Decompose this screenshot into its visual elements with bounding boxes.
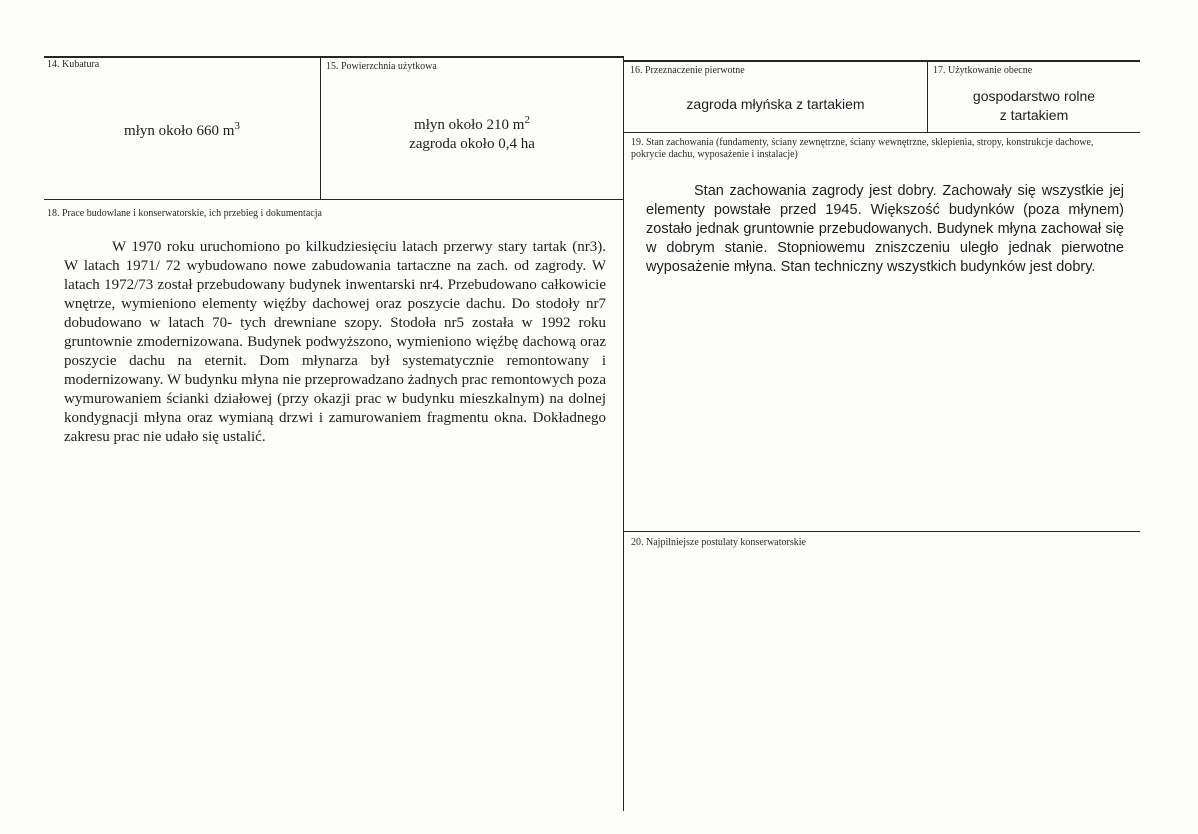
field-14-text: młyn około 660 m bbox=[124, 123, 235, 139]
field-15-line1: młyn około 210 m bbox=[414, 117, 525, 133]
field-16-value: zagroda młyńska z tartakiem bbox=[686, 96, 865, 112]
field-15-label: 15. Powierzchnia użytkowa bbox=[326, 61, 437, 72]
field-17-line2: z tartakiem bbox=[999, 107, 1069, 123]
field-14-value bbox=[44, 122, 320, 141]
field-14-label: 14. Kubatura bbox=[47, 59, 100, 70]
field-17-label: 17. Użytkowanie obecne bbox=[933, 65, 1033, 76]
field-15-line2: zagroda około 0,4 ha bbox=[409, 136, 535, 152]
field-14-sup: 3 bbox=[234, 120, 240, 132]
rule-under-16-17 bbox=[624, 132, 1140, 133]
field-18-label: 18. Prace budowlane i konserwatorskie, ich przebieg i dokumentacja bbox=[47, 208, 322, 219]
field-15-value bbox=[321, 116, 623, 154]
field-19-text bbox=[646, 182, 1124, 277]
field-15-sup: 2 bbox=[524, 114, 530, 126]
top-rule-left bbox=[44, 56, 624, 58]
field-20-label: 20. Najpilniejsze postulaty konserwatorskie bbox=[631, 537, 806, 548]
top-rule-right bbox=[624, 60, 1140, 62]
field-18-paragraph: W 1970 roku uruchomiono po kilkudziesięciu latach przerwy stary tartak (nr3). W latach 1971/ 72 wybudowano nowe zabudowania tartaczne na zach. od zagrody. W latach 1972/73 został przebudowany budynek inwentarski nr4. Przebudowano całkowicie wnętrze, wymieniono elementy więźby dachowej oraz poszycie dachu. Do stodoły nr7 dobudowano w latach 70- tych drewniane szopy. Stodoła nr5 została w 1992 roku gruntownie zmodernizowana. Budynek podwyższono, wymieniono więźbę dachową oraz poszycie dachu na eternit. Dom młynarza był systematycznie remontowany i modernizowany. W budynku młyna nie przeprowadzano żadnych prac remontowych poza wymurowaniem ścianki działowej (przy okazji prac w budynku mieszkalnym) na dolnej kondygnacji młyna oraz wymianą drzwi i zamurowaniem fragmentu okna. Dokładnego zakresu prac nie udało się ustalić. bbox=[64, 239, 606, 445]
field-19-paragraph: Stan zachowania zagrody jest dobry. Zachowały się wszystkie jej elementy powstałe przed 1945. Większość budynków (poza młynem) zostało jednak gruntownie przebudowanych. Budynek młyna zachował się w dobrym stanie. Stopniowemu zniszczeniu uległo jednak pierwotne wyposażenie młyna. Stan techniczny wszystkich budynków jest dobry. bbox=[646, 183, 1124, 275]
field-19-label: 19. Stan zachowania (fundamenty, ściany zewnętrzne, ściany wewnętrzne, sklepienia, stropy, konstrukcje dachowe, pokrycie dachu, wyposażenie i instalacje) bbox=[631, 137, 1094, 160]
rule-above-20 bbox=[624, 531, 1140, 532]
field-16-label: 16. Przeznaczenie pierwotne bbox=[630, 65, 745, 76]
center-divider bbox=[623, 57, 624, 811]
rule-under-14-15 bbox=[44, 199, 624, 200]
field-17-line1: gospodarstwo rolne bbox=[972, 88, 1096, 104]
field-17-value bbox=[928, 87, 1140, 125]
field-18-text bbox=[64, 238, 606, 447]
